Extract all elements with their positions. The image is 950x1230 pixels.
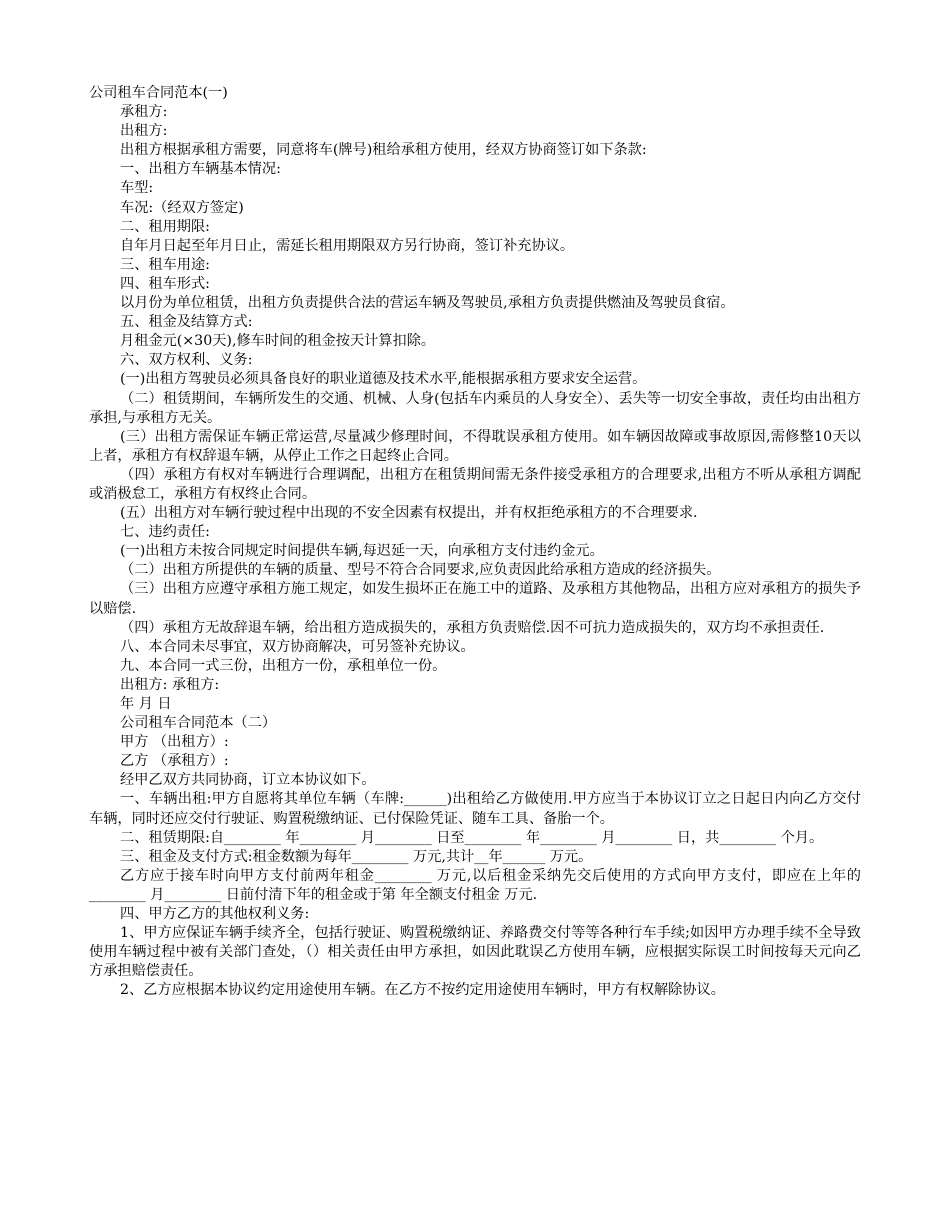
contract-title-1: 公司租车合同范本(一) xyxy=(89,85,228,101)
clause-4-item-1: 1、甲方应保证车辆手续齐全，包括行驶证、购置税缴纳证、养路费交付等等各种行车手续;如因甲方办理手续不全导致使用车辆过程中被有关部门查处，（）相关责任由甲方承担，如因此耽误乙方使用车辆，应根据实际误工时间按每天元向乙方承担赔偿责任。 xyxy=(89,925,861,980)
car-condition-line: 车况:（经双方签定) xyxy=(120,199,244,216)
signature-line: 出租方: 承租方: xyxy=(120,676,220,693)
intro-paragraph: 出租方根据承租方需要，同意将车(牌号)租给承租方使用，经双方协商签订如下条款: xyxy=(120,142,647,159)
section-6-item-3: (三）出租方需保证车辆正常运营,尽量减少修理时间，不得耽误承租方使用。如车辆因故障或事故原因,需修整10天以上者，承租方有权辞退车辆，从停止工作之日起终止合同。 xyxy=(89,428,861,464)
section-7-heading: 七、违约责任: xyxy=(120,524,210,541)
section-6-item-4: （四）承租方有权对车辆进行合理调配，出租方在租赁期间需无条件接受承租方的合理要求,出租方不听从承租方调配或消极怠工，承租方有权终止合同。 xyxy=(89,466,861,502)
intro-2-paragraph: 经甲乙双方共同协商，订立本协议如下。 xyxy=(120,772,376,789)
section-5-text: 月租金元(×30天),修车时间的租金按天计算扣除。 xyxy=(120,333,436,350)
section-9: 九、本合同一式三份，出租方一份，承租单位一份。 xyxy=(120,657,447,674)
section-2-text: 自年月日起至年月日止，需延长租用期限双方另行协商，签订补充协议。 xyxy=(120,237,575,254)
section-7-item-4: （四）承租方无故辞退车辆，给出租方造成损失的，承租方负责赔偿.因不可抗力造成损失的，双方均不承担责任. xyxy=(120,619,825,636)
party-a-line: 甲方 （出租方）: xyxy=(120,734,229,751)
section-8: 八、本合同未尽事宜，双方协商解决，可另签补充协议。 xyxy=(120,638,475,655)
lessor-line: 出租方: xyxy=(120,123,168,140)
section-4-heading: 四、租车形式: xyxy=(120,275,210,292)
section-6-item-2: （二）租赁期间，车辆所发生的交通、机械、人身(包括车内乘员的人身安全）、丢失等一切安全事故，责任均由出租方承担,与承租方无关。 xyxy=(89,390,861,426)
clause-4-heading: 四、甲方乙方的其他权利义务: xyxy=(120,906,310,923)
section-7-item-3: （三）出租方应遵守承租方施工规定，如发生损坏正在施工中的道路、及承租方其他物品，出租方应对承租方的损失予以赔偿. xyxy=(89,581,861,617)
section-5-heading: 五、租金及结算方式: xyxy=(120,314,253,331)
lessee-line: 承租方: xyxy=(120,104,168,121)
section-7-item-1: (一)出租方未按合同规定时间提供车辆,每迟延一天，向承租方支付违约金元。 xyxy=(120,543,604,560)
party-b-line: 乙方 （承租方）: xyxy=(120,753,229,770)
clause-3-payment: 乙方应于接车时向甲方支付前两年租金________ 万元,以后租金采纳先交后使用的方式向甲方支付，即应在上年的________ 月________ 日前付清下年的租金或于第 年全额支付租金 万元. xyxy=(89,867,861,903)
section-3-heading: 三、租车用途: xyxy=(120,256,210,273)
contract-title-2: 公司租车合同范本（二） xyxy=(120,715,277,732)
section-6-heading: 六、双方权利、义务: xyxy=(120,352,253,369)
section-4-text: 以月份为单位租赁，出租方负责提供合法的营运车辆及驾驶员,承租方负责提供燃油及驾驶员食宿。 xyxy=(120,295,735,312)
section-2-heading: 二、租用期限: xyxy=(120,218,210,235)
date-line: 年 月 日 xyxy=(120,696,172,712)
clause-1: 一、车辆出租:甲方自愿将其单位车辆（车牌:______)出租给乙方做使用.甲方应当于本协议订立之日起日内向乙方交付车辆，同时还应交付行驶证、购置税缴纳证、已付保险凭证、随车工具、备胎一个。 xyxy=(89,791,861,827)
section-6-item-5: (五）出租方对车辆行驶过程中出现的不安全因素有权提出，并有权拒绝承租方的不合理要求. xyxy=(120,505,698,522)
section-6-item-1: (一)出租方驾驶员必须具备良好的职业道德及技术水平,能根据承租方要求安全运营。 xyxy=(120,371,647,388)
clause-3: 三、租金及支付方式:租金数额为每年________ 万元,共计__年______ 万元。 xyxy=(120,848,593,865)
section-7-item-2: （二）出租方所提供的车辆的质量、型号不符合合同要求,应负责因此给承租方造成的经济损失。 xyxy=(120,562,721,579)
clause-2: 二、租赁期限:自________ 年________ 月________ 日至________ 年________ 月________ 日，共________ 个月。 xyxy=(120,829,824,846)
clause-4-item-2: 2、乙方应根据本协议约定用途使用车辆。在乙方不按约定用途使用车辆时，甲方有权解除协议。 xyxy=(120,982,725,999)
car-type-line: 车型: xyxy=(120,180,154,197)
section-1-heading: 一、出租方车辆基本情况: xyxy=(120,161,281,178)
document-page xyxy=(89,84,861,1001)
